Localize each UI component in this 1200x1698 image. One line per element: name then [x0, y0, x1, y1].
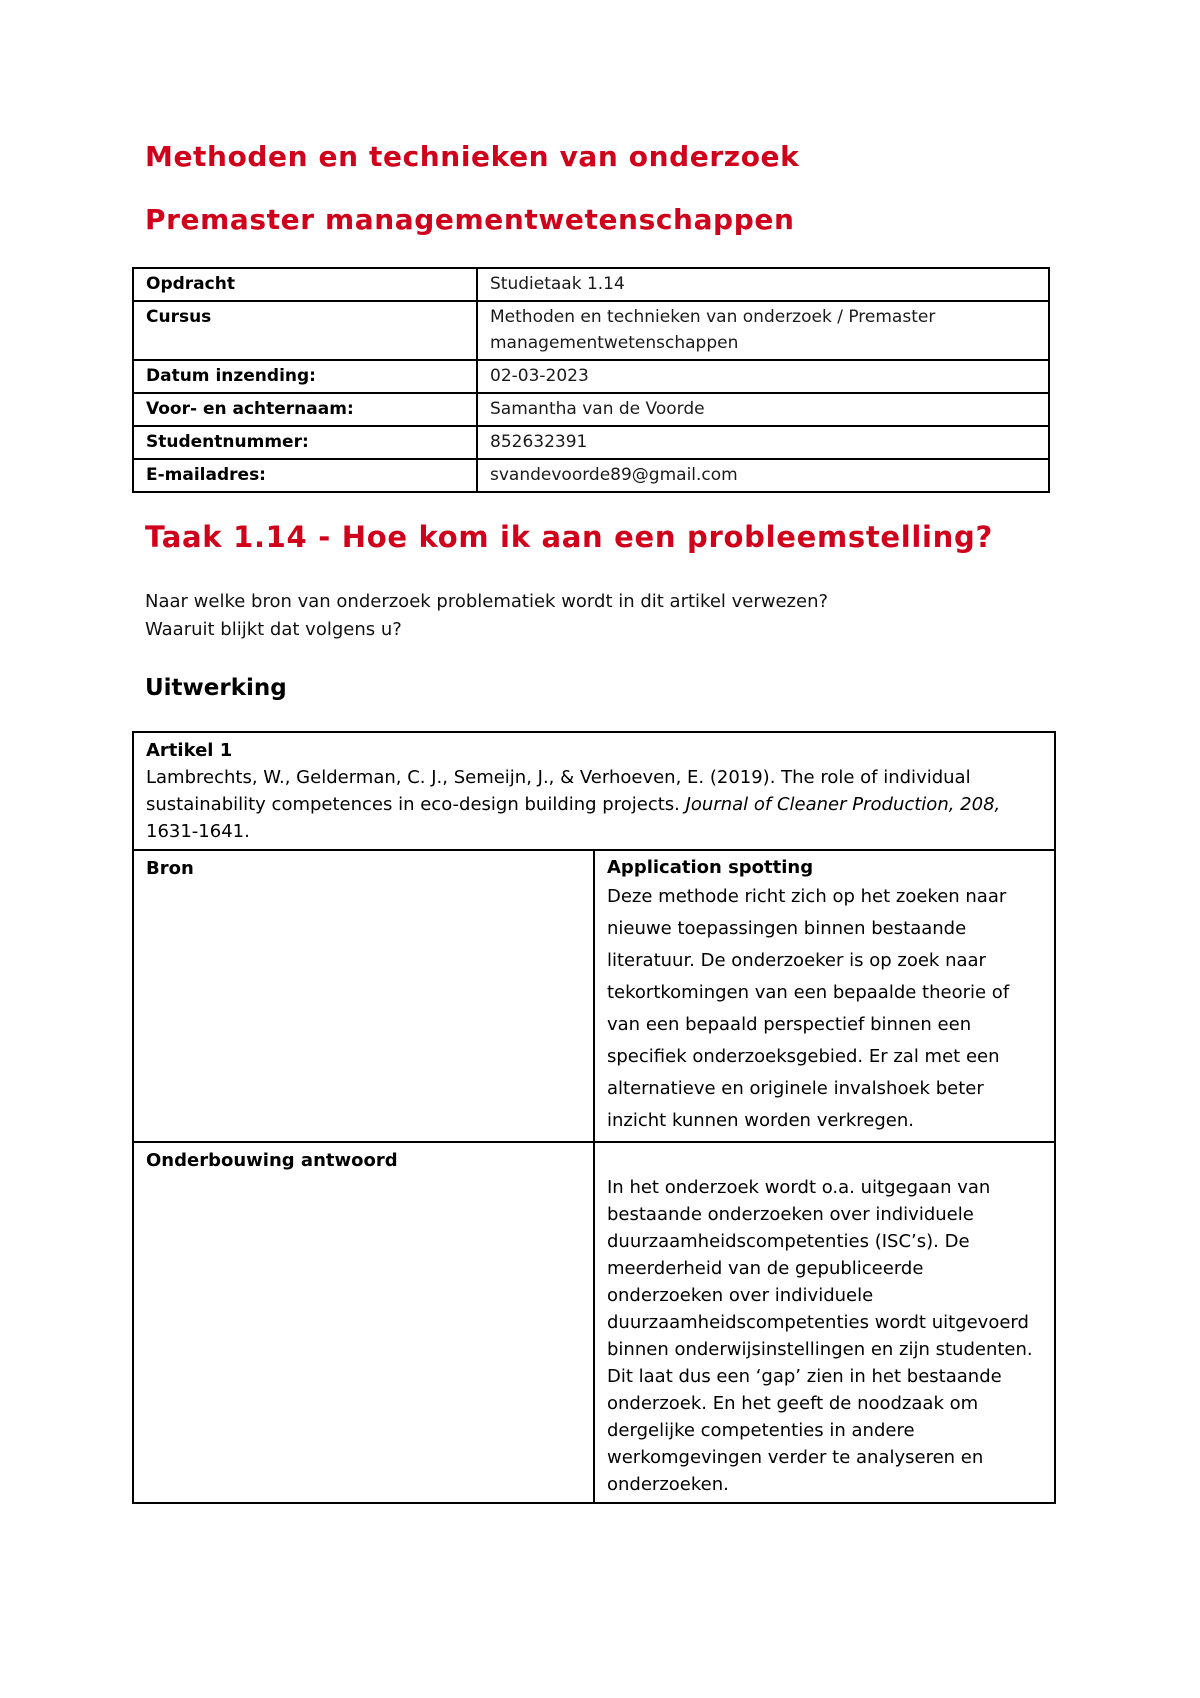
table-row [133, 301, 1049, 360]
article-citation: Lambrechts, W., Gelderman, C. J., Semeijn, J., & Verhoeven, E. (2019). The role of individual sustainability competences in eco-design building projects. [146, 767, 971, 815]
task-question [145, 588, 828, 644]
article-journal: Journal of Cleaner Production, 208, [685, 794, 1001, 815]
info-value: 02-03-2023 [477, 360, 1049, 393]
table-row [133, 426, 1049, 459]
info-value: Methoden en technieken van onderzoek / Premaster managementwetenschappen [477, 301, 1049, 360]
info-label: Datum inzending: [133, 360, 477, 393]
answer-table [132, 731, 1056, 1504]
question-line: Waaruit blijkt dat volgens u? [145, 619, 402, 640]
question-line: Naar welke bron van onderzoek problematiek wordt in dit artikel verwezen? [145, 591, 829, 612]
email-value: svandevoorde89@gmail.com [477, 459, 1049, 492]
bron-text: Deze methode richt zich op het zoeken naar nieuwe toepassingen binnen bestaande literatuur. De onderzoeker is op zoek naar tekortkomingen van een bepaalde theorie of van een bepaald perspectief binnen een specifiek onderzoeksgebied. Er zal met een alternatieve en originele invalshoek beter inzicht kunnen worden verkregen. [607, 886, 1010, 1131]
info-label: Studentnummer: [133, 426, 477, 459]
info-label: Cursus [133, 301, 477, 360]
info-label: Opdracht [133, 268, 477, 301]
info-value: Samantha van de Voorde [477, 393, 1049, 426]
table-row [133, 850, 1055, 1142]
table-row [133, 1142, 1055, 1503]
info-value: 852632391 [477, 426, 1049, 459]
table-row [133, 268, 1049, 301]
info-label: Voor- en achternaam: [133, 393, 477, 426]
article-pages: 1631-1641. [146, 821, 250, 842]
submission-info-table [132, 267, 1050, 493]
info-label: E-mailadres: [133, 459, 477, 492]
onderbouwing-label: Onderbouwing antwoord [133, 1142, 594, 1503]
onderbouwing-content [594, 1142, 1055, 1503]
table-row [133, 360, 1049, 393]
bron-content [594, 850, 1055, 1142]
document-title: Methoden en technieken van onderzoek [145, 140, 800, 173]
section-heading: Uitwerking [145, 675, 287, 701]
table-row [133, 393, 1049, 426]
task-title: Taak 1.14 - Hoe kom ik aan een probleemstelling? [145, 520, 994, 554]
article-label: Artikel 1 [146, 740, 233, 761]
table-row [133, 732, 1055, 850]
article-cell [133, 732, 1055, 850]
document-subtitle: Premaster managementwetenschappen [145, 203, 795, 236]
bron-label: Bron [133, 850, 594, 1142]
bron-title: Application spotting [607, 857, 814, 878]
onderbouwing-text: In het onderzoek wordt o.a. uitgegaan van bestaande onderzoeken over individuele duurzaamheidscompetenties (ISC’s). De meerderheid van de gepubliceerde onderzoeken over individuele duurzaamheidscompetenties wordt uitgevoerd binnen onderwijsinstellingen en zijn studenten. Dit laat dus een ‘gap’ zien in het bestaande onderzoek. En het geeft de noodzaak om dergelijke competenties in andere werkomgevingen verder te analyseren en onderzoeken. [607, 1177, 1033, 1495]
info-value: Studietaak 1.14 [477, 268, 1049, 301]
table-row [133, 459, 1049, 492]
